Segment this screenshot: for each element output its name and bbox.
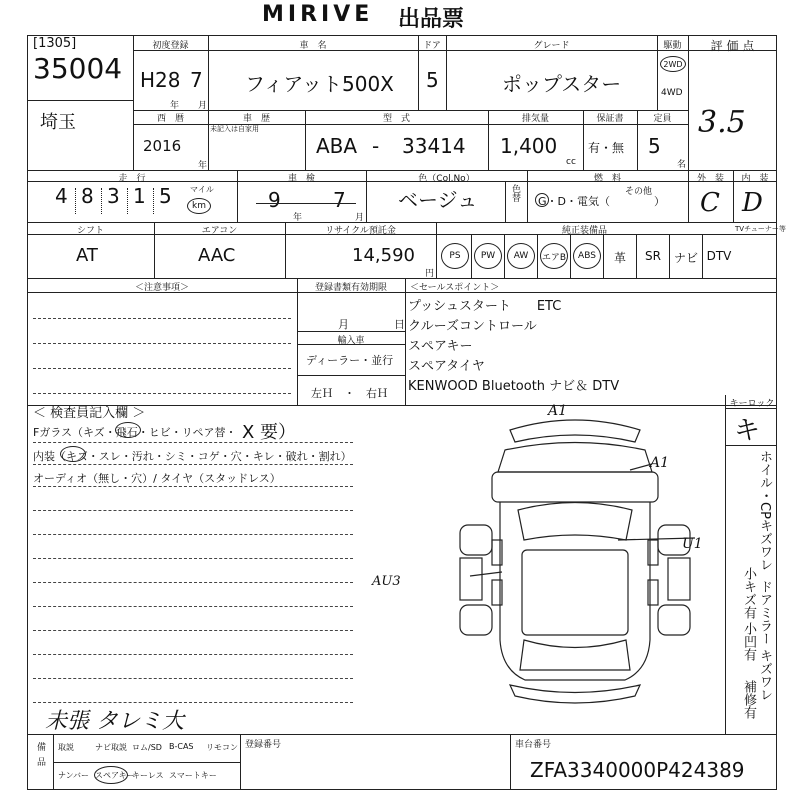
equipment-4: ABS	[573, 243, 601, 269]
vertical-note-5: 補修有	[741, 680, 756, 719]
color: ベージュ	[398, 188, 478, 212]
provision-item: B-CAS	[169, 742, 194, 751]
model-prefix: ABA	[316, 134, 358, 158]
drive-2wd-circled: 2WD	[660, 56, 686, 72]
label-tuner: TVチューナー等	[735, 225, 786, 233]
diagram-mark-au3: AU3	[372, 574, 401, 589]
equipment-5: 革	[613, 251, 626, 265]
mileage-digit: 3	[107, 184, 120, 208]
unit-cc: cc	[566, 157, 576, 167]
mileage-divider	[101, 188, 102, 214]
equipment-0: PS	[441, 243, 469, 269]
vertical-note-4: 小凹有	[741, 622, 756, 661]
label-doors: ドア	[423, 41, 441, 51]
inspection-line1: Fガラス（キズ・飛石・ヒビ・リペア替・	[33, 426, 237, 439]
shift: AT	[76, 245, 98, 266]
lot-code: [1305]	[33, 36, 77, 51]
aircon: AAC	[198, 245, 236, 266]
equipment-divider	[471, 234, 472, 278]
equipment-3: エアB	[540, 243, 568, 269]
mileage-divider	[75, 188, 76, 214]
mile-label: マイル	[190, 185, 214, 194]
label-capacity: 定員	[653, 114, 672, 124]
header-doc-title: 出品票	[398, 7, 465, 32]
chassis-note: 未記入は自家用	[210, 125, 259, 133]
label-chassis: 車 歴	[242, 114, 270, 124]
label-sales: ＜セールスポイント＞	[410, 283, 500, 293]
dealer: ディーラー・並行	[306, 354, 394, 367]
unit-year-3: 年	[293, 213, 303, 223]
unit-capacity: 名	[677, 160, 687, 170]
label-vin: 車台番号	[515, 740, 552, 750]
vertical-note-1: ホイル・CPキズワレ	[757, 450, 772, 571]
equipment-divider	[702, 234, 703, 278]
inspection-handwriting: 未張 タレミ大	[45, 709, 184, 734]
equipment-7: ナビ	[673, 251, 698, 265]
inspection-line2: 内装（キズ・スレ・汚れ・シミ・コゲ・穴・キレ・破れ・割れ）	[33, 450, 352, 463]
color-change-label: 色替	[510, 184, 520, 202]
steering: 左Ｈ ・ 右Ｈ	[311, 387, 388, 400]
provision-item: 取説	[58, 743, 74, 752]
recycle: 14,590	[352, 245, 415, 266]
car-name: フィアット500X	[245, 72, 394, 96]
vertical-note-2: 小キズ有	[741, 567, 756, 619]
unit-month: 月	[198, 101, 208, 111]
model-code: 33414	[402, 134, 466, 158]
label-reg-docs: 登録書類有効期限	[314, 283, 387, 293]
score: 3.5	[698, 105, 746, 140]
label-recycle: リサイクル預託金	[325, 226, 396, 236]
label-car-name: 車 名	[299, 41, 327, 51]
equipment-divider	[603, 234, 604, 278]
grade: ポップスター	[502, 72, 622, 96]
header-brand: MIRIVE	[262, 2, 374, 27]
capacity: 5	[648, 134, 661, 158]
label-mileage: 走 行	[118, 174, 146, 184]
mileage-divider	[127, 188, 128, 214]
equipment-divider	[504, 234, 505, 278]
mileage-digit: 1	[133, 184, 146, 208]
label-grade: グレード	[533, 41, 570, 51]
reg-day: 日	[394, 318, 405, 331]
label-shift: シフト	[76, 226, 104, 236]
exterior: C	[700, 188, 720, 218]
label-color: 色（Col.No）	[418, 174, 475, 184]
label-drive: 駆動	[663, 41, 682, 51]
label-model: 型 式	[382, 114, 410, 124]
warranty: 有・無	[588, 141, 625, 155]
spare-key-circled	[94, 766, 128, 784]
label-displacement: 排気量	[521, 114, 549, 124]
label-aircon: エアコン	[201, 226, 238, 236]
label-shaken: 車 検	[287, 174, 315, 184]
provision-item: スマートキー	[169, 771, 217, 780]
equipment-6: SR	[645, 249, 661, 263]
label-first-reg: 初度登録	[152, 41, 189, 51]
mileage-digit: 5	[159, 184, 172, 208]
label-import: 輸入車	[337, 336, 365, 346]
provision-item: キーレス	[132, 771, 164, 780]
sales-point: KENWOOD Bluetooth ナビ＆ DTV	[408, 379, 620, 394]
label-notes: ＜注意事項＞	[134, 283, 189, 293]
mileage-digit: 8	[81, 184, 94, 208]
inspection-line3: オーディオ（無し・穴）/ タイヤ（スタッドレス）	[33, 472, 281, 485]
diagram-mark-a1-side: A1	[650, 455, 670, 471]
sales-point: スペアキー	[408, 339, 473, 354]
drive-4wd: 4WD	[661, 88, 683, 98]
unit-yen: 円	[425, 269, 435, 279]
inspection-line1-tail: X 要）	[242, 422, 297, 443]
fuel: G・D・電気（ ）	[538, 195, 665, 208]
label-provisions: 備品	[35, 742, 45, 772]
diagram-mark-a1-front: A1	[548, 403, 568, 419]
model-dash: -	[372, 134, 380, 158]
label-score: 評 価 点	[710, 39, 755, 53]
sales-point: スペアタイヤ	[408, 359, 485, 374]
equipment-divider	[570, 234, 571, 278]
vin: ZFA3340000P424389	[530, 758, 745, 782]
shaken-month: 7	[333, 188, 346, 212]
provision-item: ナビ取説	[95, 743, 127, 752]
km-circled: km	[187, 198, 211, 214]
interior: D	[742, 188, 763, 218]
unit-year-2: 年	[198, 161, 208, 171]
equipment-8: DTV	[706, 249, 732, 263]
doors: 5	[426, 68, 439, 92]
first-reg-month: 7	[190, 68, 203, 92]
label-warranty: 保証書	[596, 114, 624, 124]
interior-scratch-circled	[60, 446, 86, 462]
provision-item: スペアキー	[95, 771, 135, 780]
equipment-2: AW	[507, 243, 535, 269]
inspection-label: ＜ 検査員記入欄 ＞	[33, 406, 146, 421]
label-interior: 内 装	[741, 174, 769, 184]
shaken-year: 9	[268, 188, 281, 212]
diagram-mark-u1: U1	[682, 536, 703, 552]
region: 埼玉	[40, 112, 76, 133]
equipment-divider	[537, 234, 538, 278]
lot-number: 35004	[33, 52, 123, 85]
mileage-digit: 4	[55, 184, 68, 208]
provision-item: ロム/SD	[132, 743, 162, 752]
stone-chip-circled	[115, 422, 141, 438]
sales-point: プッシュスタート ETC	[408, 299, 562, 314]
key-lock-label: キーロック	[729, 399, 775, 409]
provision-item: リモコン	[206, 743, 238, 752]
equipment-divider	[636, 234, 637, 278]
fuel-other: その他	[625, 187, 653, 197]
label-exterior: 外 装	[696, 174, 724, 184]
unit-month-3: 月	[355, 213, 365, 223]
provision-item: ナンバー	[58, 771, 90, 780]
car-diagram	[430, 400, 720, 720]
equipment-divider	[669, 234, 670, 278]
shaken-strikethrough	[256, 203, 356, 204]
first-reg-era: H28	[140, 68, 181, 92]
key-lock: キ	[734, 416, 761, 446]
label-fuel: 燃 料	[593, 174, 621, 184]
unit-year: 年	[170, 101, 180, 111]
label-equipment: 純正装備品	[561, 226, 607, 236]
vertical-note-3: ドアミラー キズワレ	[757, 580, 772, 702]
mileage-divider	[153, 188, 154, 214]
western-year: 2016	[143, 137, 182, 155]
equipment-1: PW	[474, 243, 502, 269]
displacement: 1,400	[500, 134, 558, 158]
label-reg-no: 登録番号	[245, 740, 282, 750]
reg-month: 月	[338, 318, 349, 331]
label-western-year: 西 暦	[156, 114, 184, 124]
sales-point: クルーズコントロール	[408, 319, 537, 334]
